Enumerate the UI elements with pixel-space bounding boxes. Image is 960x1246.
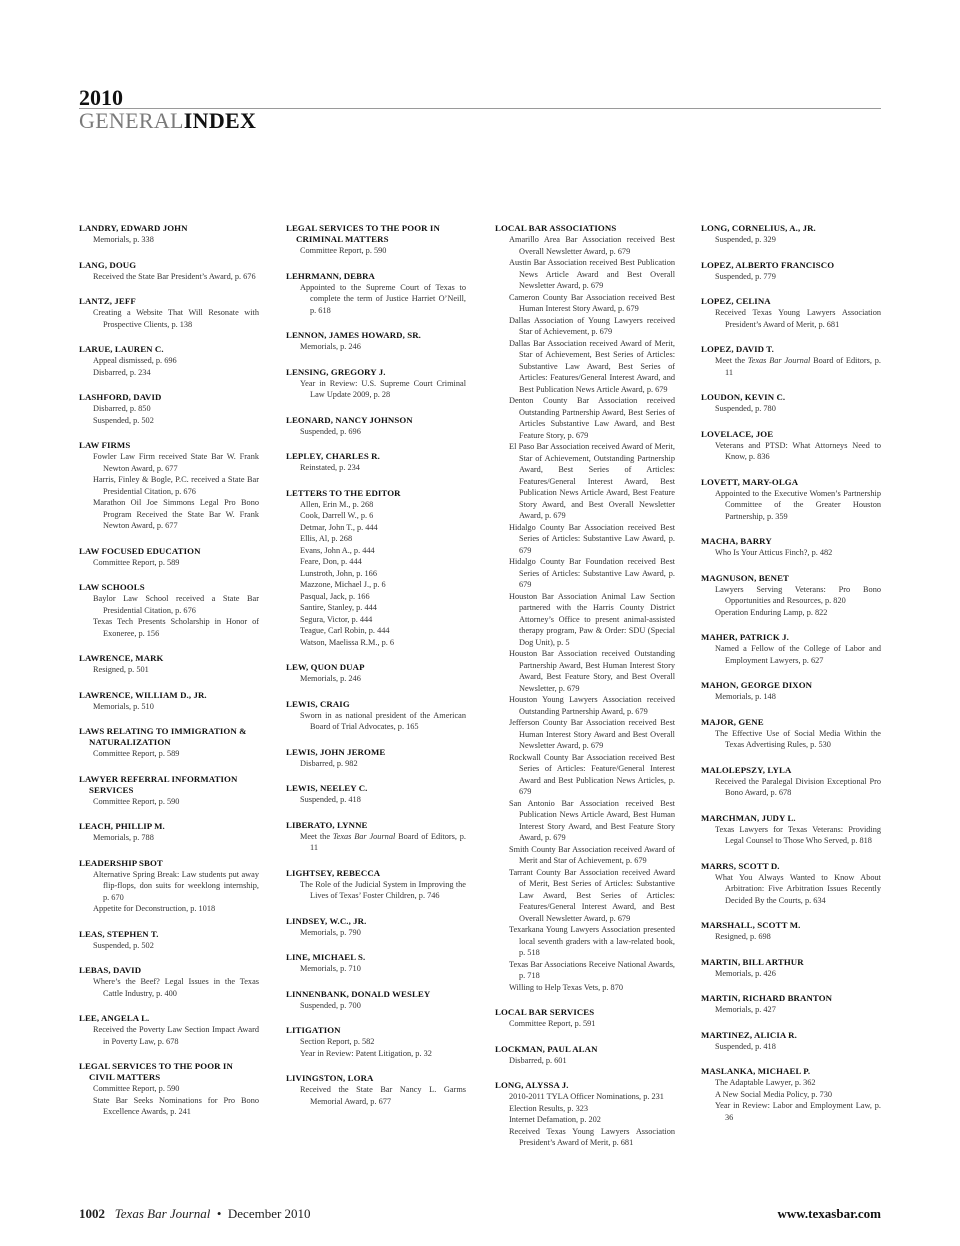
index-entry (286, 330, 466, 353)
entry-heading: LENNON, JAMES HOWARD, SR. (286, 330, 421, 340)
entry-reference: Cook, Darrell W., p. 6 (300, 511, 374, 520)
entry-reference: Fowler Law Firm received State Bar W. Frank Newton Award, p. 677 (93, 452, 259, 473)
index-entry (701, 717, 881, 751)
entry-heading: LEACH, PHILLIP M. (79, 821, 165, 831)
entry-heading: LEBAS, DAVID (79, 965, 142, 975)
index-year: 2010 (79, 85, 123, 110)
entry-heading: LARUE, LAUREN C. (79, 344, 164, 354)
entry-reference: Year in Review: Labor and Employment Law, p. 36 (715, 1101, 881, 1122)
entry-reference: Year in Review: Patent Litigation, p. 32 (300, 1048, 432, 1058)
index-entry (79, 1061, 259, 1118)
entry-reference: Memorials, p. 338 (93, 235, 154, 244)
index-entry (79, 260, 259, 283)
entry-reference: Cameron County Bar Association received Best Human Interest Story Award, p. 679 (509, 292, 675, 313)
entry-heading: LINNENBANK, DONALD WESLEY (286, 988, 431, 999)
entry-reference: Appetite for Deconstruction, p. 1018 (93, 904, 216, 913)
entry-reference: Smith County Bar Association received Award of Merit and Star of Achievement, p. 679 (509, 844, 675, 865)
entry-reference: Memorials, p. 246 (300, 674, 361, 683)
index-entry (286, 868, 466, 902)
entry-reference: Named a Fellow of the College of Labor and Employment Lawyers, p. 627 (715, 644, 881, 665)
entry-reference: Suspended, p. 418 (300, 795, 361, 804)
index-entry (79, 440, 259, 532)
index-entry (286, 1073, 466, 1107)
entry-reference: Received the Poverty Law Section Impact Award in Poverty Law, p. 678 (93, 1025, 259, 1046)
entry-heading: MALOLEPSZY, LYLA (701, 764, 792, 775)
entry-heading: LIBERATO, LYNNE (286, 819, 368, 830)
index-entry (286, 223, 466, 257)
page-number: 1002 (79, 1206, 105, 1221)
entry-heading: MAGNUSON, BENET (701, 572, 790, 583)
entry-reference: Suspended, p. 696 (300, 426, 361, 436)
entry-heading: LAWYER REFERRAL INFORMATION SERVICES (79, 773, 238, 795)
index-entry (79, 821, 259, 844)
entry-reference: Committee Report, p. 589 (93, 557, 180, 567)
index-entry (701, 477, 881, 523)
entry-reference: Memorials, p. 510 (93, 701, 154, 711)
index-column-3 (495, 223, 675, 1163)
entry-reference: Santire, Stanley, p. 444 (300, 603, 377, 612)
entry-heading: LAWRENCE, WILLIAM D., JR. (79, 689, 207, 700)
entry-reference: Amarillo Area Bar Association received Best Overall Newsletter Award, p. 679 (509, 235, 675, 256)
entry-reference: The Effective Use of Social Media Within the Texas Advertising Rules, p. 530 (715, 728, 881, 749)
index-entry (701, 861, 881, 907)
entry-reference: Sworn in as national president of the American Board of Trial Advocates, p. 165 (300, 710, 466, 731)
entry-heading: LEONARD, NANCY JOHNSON (286, 414, 413, 425)
entry-reference: Who Is Your Atticus Finch?, p. 482 (715, 548, 833, 557)
issue-date: December 2010 (227, 1206, 311, 1221)
index-column-4 (701, 223, 881, 1137)
entry-reference: Section Report, p. 582 (300, 1037, 375, 1046)
entry-heading: LANTZ, JEFF (79, 296, 136, 306)
index-entry (286, 1025, 466, 1059)
entry-reference: Texas Bar Associations Receive National Awards, p. 718 (509, 959, 675, 980)
index-entry (701, 920, 881, 943)
index-entry (701, 573, 881, 619)
entry-reference: Resigned, p. 698 (715, 932, 771, 941)
entry-heading: LINE, MICHAEL S. (286, 952, 366, 962)
entry-reference: Marathon Oil Joe Simmons Legal Pro Bono Program Received the State Bar W. Frank Newton Award, p. 677 (93, 498, 259, 530)
entry-reference: Houston Bar Association received Outstanding Partnership Award, Best Human Interest Story Award, Best Feature Story, and Best Overall Newsletter, p. 679 (509, 649, 675, 693)
entry-heading: LAW FIRMS (79, 440, 131, 450)
entry-reference: Teague, Carl Robin, p. 444 (300, 626, 390, 635)
entry-reference: Suspended, p. 700 (300, 1000, 361, 1010)
entry-heading: MARRS, SCOTT D. (701, 860, 780, 871)
entry-reference: Memorials, p. 426 (715, 968, 776, 978)
entry-heading: LEWIS, NEELEY C. (286, 783, 368, 793)
entry-reference: Resigned, p. 501 (93, 665, 149, 674)
index-entry (701, 223, 881, 246)
index-entry (286, 989, 466, 1012)
entry-heading: LETTERS TO THE EDITOR (286, 487, 401, 498)
entry-heading: MASLANKA, MICHAEL P. (701, 1066, 811, 1076)
index-entry (79, 965, 259, 999)
entry-reference: Memorials, p. 788 (93, 833, 154, 842)
index-entry (701, 680, 881, 703)
index-entry (701, 536, 881, 559)
entry-reference: Memorials, p. 710 (300, 964, 361, 973)
entry-heading: LOPEZ, DAVID T. (701, 344, 774, 354)
index-entry (79, 223, 259, 246)
entry-reference: Suspended, p. 780 (715, 404, 776, 413)
entry-heading: LIVINGSTON, LORA (286, 1073, 374, 1083)
entry-reference: Suspended, p. 418 (715, 1041, 776, 1051)
entry-reference: Evans, John A., p. 444 (300, 545, 375, 555)
index-entry (495, 1007, 675, 1030)
index-entry (495, 223, 675, 993)
entry-reference: The Role of the Judicial System in Improving the Lives of Texas’ Foster Children, p. 746 (300, 879, 466, 900)
entry-reference: Baylor Law School received a State Bar Presidential Citation, p. 676 (93, 594, 259, 615)
index-entry (286, 783, 466, 806)
entry-heading: LIGHTSEY, REBECCA (286, 867, 381, 878)
entry-reference: Feare, Don, p. 444 (300, 557, 362, 566)
entry-reference: Lunstroth, John, p. 166 (300, 568, 377, 578)
entry-heading: LANDRY, EDWARD JOHN (79, 223, 188, 233)
index-entry (701, 993, 881, 1016)
index-entry (701, 765, 881, 799)
header-rule (79, 108, 881, 109)
entry-reference: Committee Report, p. 589 (93, 749, 180, 758)
entry-reference: Lawyers Serving Veterans: Pro Bono Opportunities and Resources, p. 820 (715, 584, 881, 605)
entry-reference: Dallas Association of Young Lawyers received Star of Achievement, p. 679 (509, 315, 675, 336)
entry-heading: LOPEZ, ALBERTO FRANCISCO (701, 259, 835, 270)
entry-reference: Where’s the Beef? Legal Issues in the Texas Cattle Industry, p. 400 (93, 977, 259, 998)
entry-heading: LOUDON, KEVIN C. (701, 392, 786, 402)
page-header (79, 86, 881, 132)
entry-heading: LEADERSHIP SBOT (79, 857, 163, 868)
entry-reference: What You Always Wanted to Know About Arbitration: Five Arbitration Issues Recently Decided By the Courts, p. 634 (715, 872, 881, 905)
entry-reference: Memorials, p. 148 (715, 692, 776, 701)
entry-heading: MARTIN, RICHARD BRANTON (701, 993, 833, 1003)
entry-reference: Received the State Bar President’s Award, p. 676 (93, 271, 256, 281)
entry-heading: LINDSEY, W.C., JR. (286, 915, 367, 926)
index-entry (79, 774, 259, 808)
entry-heading: LEW, QUON DUAP (286, 662, 365, 672)
entry-heading: MAHON, GEORGE DIXON (701, 680, 813, 690)
entry-heading: LEAS, STEPHEN T. (79, 928, 159, 939)
index-entry (701, 957, 881, 980)
index-entry (79, 726, 259, 760)
entry-heading: LAW SCHOOLS (79, 582, 145, 592)
entry-reference: Received the Paralegal Division Exceptional Pro Bono Award, p. 678 (715, 776, 881, 797)
entry-reference: Appeal dismissed, p. 696 (93, 356, 177, 365)
entry-heading: LAWRENCE, MARK (79, 653, 164, 663)
index-entry (79, 1013, 259, 1047)
index-columns (79, 223, 881, 1203)
index-title (79, 110, 881, 132)
index-entry (701, 632, 881, 666)
entry-heading: LITIGATION (286, 1025, 341, 1035)
entry-heading: LEGAL SERVICES TO THE POOR IN CRIMINAL MATTERS (286, 223, 440, 244)
entry-heading: LOPEZ, CELINA (701, 296, 771, 306)
entry-heading: MARSHALL, SCOTT M. (701, 920, 801, 930)
index-entry (79, 690, 259, 713)
entry-heading: LEWIS, JOHN JEROME (286, 746, 386, 757)
entry-heading: LOCKMAN, PAUL ALAN (495, 1043, 598, 1054)
index-column-2 (286, 223, 466, 1121)
index-entry (701, 260, 881, 283)
entry-reference: Texarkana Young Lawyers Association presented local seventh graders with a law-related book, p. 518 (509, 925, 675, 957)
entry-reference: Internet Defamation, p. 202 (509, 1115, 601, 1124)
entry-reference: Houston Young Lawyers Association received Outstanding Partnership Award, p. 679 (509, 695, 675, 716)
index-entry (701, 344, 881, 378)
entry-reference: Suspended, p. 779 (715, 271, 776, 281)
index-entry (79, 344, 259, 378)
entry-reference: Hidalgo County Bar Association received Best Series of Articles: Substantive Law Award, p. 679 (509, 522, 675, 555)
entry-reference: Texas Lawyers for Texas Veterans: Providing Legal Counsel to Those Who Served, p. 818 (715, 824, 881, 845)
entry-reference: Received Texas Young Lawyers Association President’s Award of Merit, p. 681 (509, 1126, 675, 1147)
page-footer (79, 1206, 881, 1226)
entry-reference: Disbarred, p. 234 (93, 367, 151, 377)
entry-heading: MAJOR, GENE (701, 716, 764, 727)
footer-left (79, 1206, 311, 1222)
entry-reference: Meet the Texas Bar Journal Board of Editors, p. 11 (715, 356, 881, 377)
entry-reference: Jefferson County Bar Association received Best Human Interest Story Award and Best Overall Newsletter Award, p. 679 (509, 718, 675, 750)
entry-reference: Appointed to the Executive Women’s Partnership Committee of the Greater Houston Partnership, p. 359 (715, 488, 881, 521)
entry-reference: Austin Bar Association received Best Publication News Article Award and Best Overall Newsletter Award, p. 679 (509, 258, 675, 290)
index-entry (286, 699, 466, 733)
entry-reference: Pasqual, Jack, p. 166 (300, 591, 370, 601)
entry-reference: Suspended, p. 502 (93, 415, 154, 425)
index-entry (286, 271, 466, 317)
entry-reference: Suspended, p. 329 (715, 235, 776, 244)
entry-reference: El Paso Bar Association received Award of Merit, Star of Achievement, Outstanding Partnership Award, Best Series of Articles: Features/General Interest Award, Best Publication News Article Award, Best Feature Story Award, and Best Overall Newsletter Award, p. 679 (509, 442, 675, 520)
entry-heading: LENSING, GREGORY J. (286, 366, 386, 377)
entry-reference: Committee Report, p. 590 (300, 246, 387, 255)
index-entry (701, 392, 881, 415)
entry-reference: State Bar Seeks Nominations for Pro Bono Excellence Awards, p. 241 (93, 1095, 259, 1116)
entry-reference: Committee Report, p. 590 (93, 796, 180, 806)
entry-reference: Segura, Victor, p. 444 (300, 614, 373, 624)
index-entry (79, 296, 259, 330)
entry-heading: LONG, ALYSSA J. (495, 1080, 569, 1090)
entry-reference: Allen, Erin M., p. 268 (300, 499, 374, 509)
index-entry (701, 1030, 881, 1053)
index-entry (286, 820, 466, 854)
entry-reference: Election Results, p. 323 (509, 1103, 589, 1113)
entry-reference: Memorials, p. 246 (300, 342, 361, 351)
entry-reference: Memorials, p. 790 (300, 927, 361, 937)
footer-bullet: • (216, 1206, 222, 1221)
entry-heading: LAW FOCUSED EDUCATION (79, 545, 201, 556)
journal-name: Texas Bar Journal (114, 1206, 211, 1221)
index-entry (286, 415, 466, 438)
entry-reference: Ellis, Al, p. 268 (300, 534, 353, 543)
entry-reference: Appointed to the Supreme Court of Texas to complete the term of Justice Harriet O’Neill, p. 618 (300, 282, 466, 315)
index-entry (79, 929, 259, 952)
index-entry (79, 582, 259, 639)
entry-heading: MACHA, BARRY (701, 536, 772, 546)
index-entry (701, 296, 881, 330)
index-entry (286, 952, 466, 975)
entry-reference: Suspended, p. 502 (93, 940, 154, 950)
entry-reference: Willing to Help Texas Vets, p. 870 (509, 982, 624, 992)
entry-reference: Watson, Maelissa R.M., p. 6 (300, 637, 395, 647)
index-entry (79, 858, 259, 915)
entry-reference: Rockwall County Bar Association received Best Series of Articles: Feature/General Interest Award and Best Publication News Articles, p. 679 (509, 752, 675, 796)
entry-reference: Tarrant County Bar Association received Award of Merit, Best Series of Articles: Substantive Law Award, Best Series of Articles: Features/General Interest Award, and Best Overall Newsletter Award, p. 679 (509, 867, 675, 923)
entry-heading: LOVETT, MARY-OLGA (701, 476, 799, 487)
entry-reference: Disbarred, p. 601 (509, 1055, 567, 1065)
index-entry (286, 916, 466, 939)
index-entry (79, 653, 259, 676)
index-entry (79, 546, 259, 569)
entry-reference: Veterans and PTSD: What Attorneys Need to Know, p. 836 (715, 440, 881, 461)
index-entry (701, 429, 881, 463)
index-entry (286, 747, 466, 770)
title-index: INDEX (183, 108, 257, 133)
entry-reference: San Antonio Bar Association received Best Publication News Article Award, Best Human Interest Story Award, and Best Feature Story Award, p. 679 (509, 798, 675, 842)
entry-reference: Disbarred, p. 850 (93, 404, 151, 413)
entry-reference: Dallas Bar Association received Award of Merit, Star of Achievement, Best Series of Articles: Substantive Law Award, Best Series of Articles: Features/General Interest Award, and Best Publication News Article Award, p. 679 (509, 338, 675, 394)
entry-reference: Memorials, p. 427 (715, 1005, 776, 1014)
entry-reference: Creating a Website That Will Resonate with Prospective Clients, p. 138 (93, 308, 259, 329)
entry-reference: Operation Enduring Lamp, p. 822 (715, 607, 828, 617)
entry-reference: Year in Review: U.S. Supreme Court Criminal Law Update 2009, p. 28 (300, 378, 466, 399)
entry-heading: LAWS RELATING TO IMMIGRATION & NATURALIZATION (79, 726, 247, 747)
entry-reference: Disbarred, p. 982 (300, 758, 358, 768)
entry-heading: MARCHMAN, JUDY L. (701, 812, 796, 823)
entry-heading: LEGAL SERVICES TO THE POOR IN CIVIL MATTERS (79, 1061, 233, 1082)
index-entry (495, 1044, 675, 1067)
entry-reference: Alternative Spring Break: Law students put away flip-flops, don suits for weeklong internship, p. 670 (93, 869, 259, 902)
index-entry (286, 451, 466, 474)
entry-heading: LEWIS, CRAIG (286, 698, 350, 709)
website-url: www.texasbar.com (777, 1206, 881, 1221)
entry-heading: LONG, CORNELIUS, A., JR. (701, 223, 816, 233)
entry-reference: The Adaptable Lawyer, p. 362 (715, 1078, 816, 1087)
entry-reference: Harris, Finley & Bogle, P.C. received a State Bar Presidential Citation, p. 676 (93, 475, 259, 496)
entry-reference: Texas Tech Presents Scholarship in Honor of Exoneree, p. 156 (93, 617, 259, 638)
entry-heading: LOVELACE, JOE (701, 428, 774, 439)
entry-heading: LEHRMANN, DEBRA (286, 270, 375, 281)
entry-reference: 2010-2011 TYLA Officer Nominations, p. 231 (509, 1092, 664, 1101)
entry-heading: LANG, DOUG (79, 259, 137, 270)
title-general: GENERAL (79, 108, 184, 133)
entry-reference: Committee Report, p. 591 (509, 1019, 596, 1028)
entry-heading: LEPLEY, CHARLES R. (286, 451, 380, 461)
entry-reference: Reinstated, p. 234 (300, 463, 360, 472)
entry-reference: Hidalgo County Bar Foundation received Best Series of Articles: Substantive Law Award, p. 679 (509, 557, 675, 589)
entry-heading: LOCAL BAR SERVICES (495, 1007, 595, 1017)
entry-heading: MARTIN, BILL ARTHUR (701, 956, 804, 967)
index-entry (495, 1080, 675, 1149)
index-entry (701, 1066, 881, 1123)
entry-heading: LEE, ANGELA L. (79, 1013, 150, 1023)
entry-reference: Received the State Bar Nancy L. Garms Memorial Award, p. 677 (300, 1085, 466, 1106)
entry-reference: Committee Report, p. 590 (93, 1084, 180, 1093)
index-entry (286, 488, 466, 649)
entry-reference: Houston Bar Association Animal Law Section partnered with the Harris County District Attorney’s Office to present animal-assisted therapy program, Paw & Order: SDU (Special Dog Unit), p. 5 (509, 591, 675, 647)
entry-reference: Meet the Texas Bar Journal Board of Editors, p. 11 (300, 831, 466, 852)
entry-heading: MARTINEZ, ALICIA R. (701, 1029, 797, 1040)
entry-reference: Mazzone, Michael J., p. 6 (300, 580, 386, 589)
index-entry (286, 367, 466, 401)
entry-reference: A New Social Media Policy, p. 730 (715, 1089, 832, 1099)
entry-reference: Denton County Bar Association received Outstanding Partnership Award, Best Series of Articles Substantive Law Award, and Best Feature Story, p. 679 (509, 396, 675, 440)
index-column-1 (79, 223, 259, 1132)
entry-reference: Detmar, John T., p. 444 (300, 522, 378, 532)
index-entry (701, 813, 881, 847)
entry-heading: MAHER, PATRICK J. (701, 632, 789, 642)
index-entry (286, 662, 466, 685)
entry-heading: LOCAL BAR ASSOCIATIONS (495, 223, 617, 233)
entry-heading: LASHFORD, DAVID (79, 392, 162, 402)
index-entry (79, 392, 259, 426)
entry-reference: Received Texas Young Lawyers Association President’s Award of Merit, p. 681 (715, 308, 881, 329)
